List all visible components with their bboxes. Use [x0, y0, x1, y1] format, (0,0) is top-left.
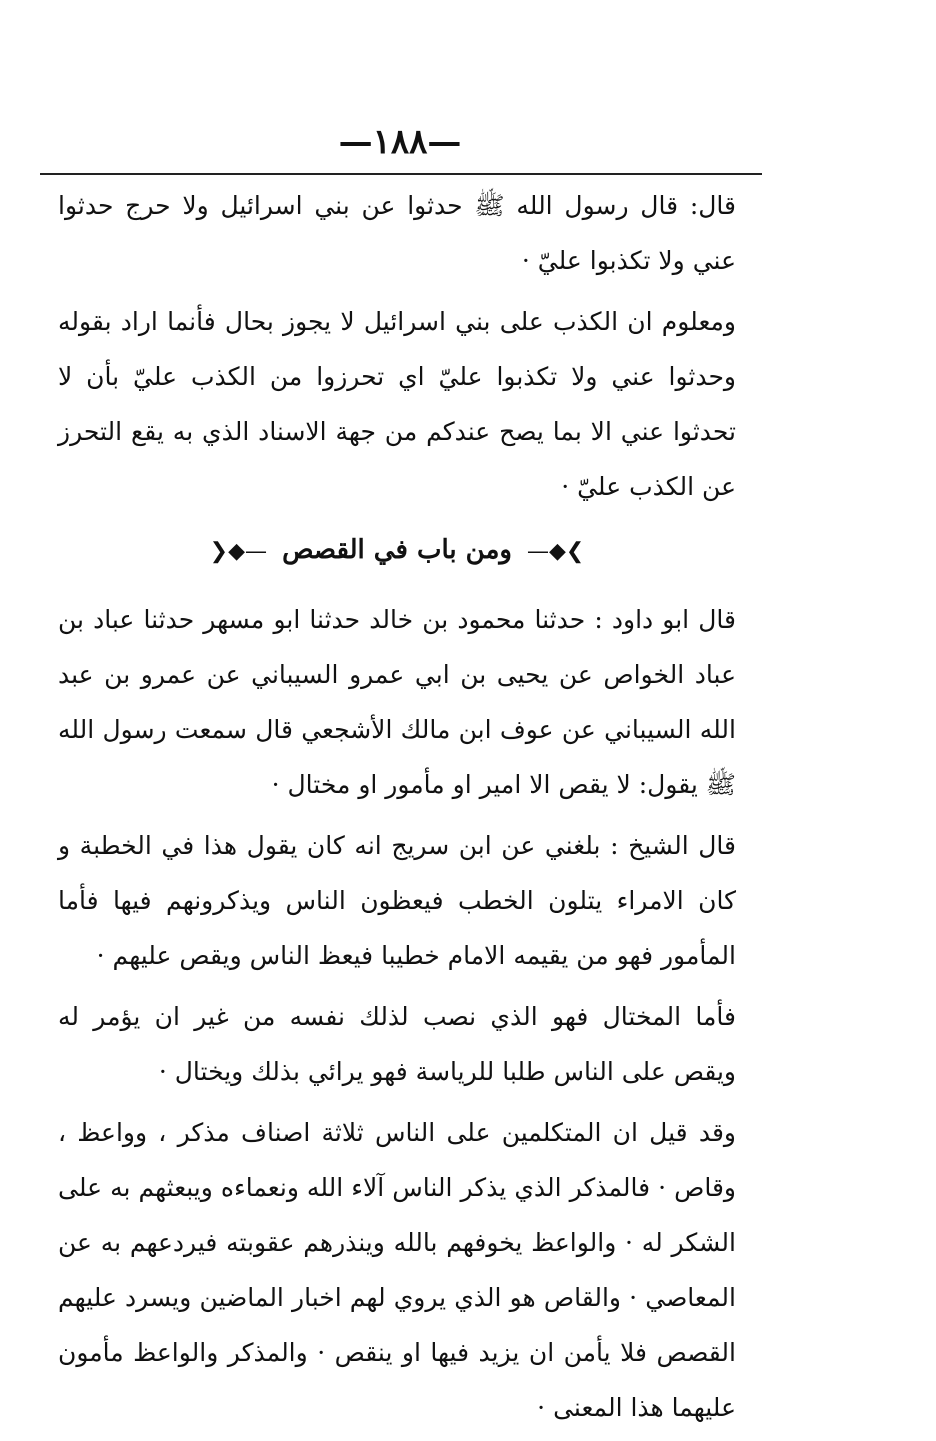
paragraph-3: قال ابو داود : حدثنا محمود بن خالد حدثنا ابو مسهر حدثنا عباد بن عباد الخواص عن يحيى بن ابي عمرو السيباني عن عمرو بن عبد الله السيباني عن عوف ابن مالك الأشجعي قال سمعت رسول الله ﷺ يقول: لا يقص الا امير او مأمور او مختال ·	[58, 605, 736, 799]
section-heading	[58, 520, 736, 582]
ornament-right: ❯◆—	[527, 539, 585, 564]
paragraph-6: وقد قيل ان المتكلمين على الناس ثلاثة اصناف مذكر ، وواعظ ، وقاص · فالمذكر الذي يذكر الناس آلاء الله ونعماءه ويبعثهم به على الشكر له · والواعظ يخوفهم بالله وينذرهم عقوبته فيردعهم به عن المعاصي · والقاص هو الذي يروي لهم اخبار الماضين ويسرد عليهم القصص فلا يأمن ان يزيد فيها او ينقص · والمذكر والواعظ مأمون عليهما هذا المعنى ·	[58, 1118, 736, 1422]
header-rule	[40, 173, 762, 175]
section-heading-text: ومن باب في القصص	[282, 535, 512, 565]
paragraph-5: فأما المختال فهو الذي نصب لذلك نفسه من غير ان يؤمر له ويقص على الناس طلبا للرياسة فهو يرائي بذلك ويختال ·	[58, 1002, 736, 1086]
paragraph-2: ومعلوم ان الكذب على بني اسرائيل لا يجوز بحال فأنما اراد بقوله وحدثوا عني ولا تكذبوا عليّ اي تحرزوا من الكذب عليّ بأن لا تحدثوا عني الا بما يصح عندكم من جهة الاسناد الذي به يقع التحرز عن الكذب عليّ ·	[58, 307, 736, 501]
paragraph-1: قال: قال رسول الله ﷺ حدثوا عن بني اسرائيل ولا حرج حدثوا عني ولا تكذبوا عليّ ·	[58, 191, 736, 275]
ornament-left: —◆❮	[209, 539, 267, 564]
page-number: —١٨٨—	[338, 122, 462, 162]
page-body	[58, 178, 736, 1441]
paragraph-4: قال الشيخ : بلغني عن ابن سريج انه كان يقول هذا في الخطبة و كان الامراء يتلون الخطب فيعظون الناس ويذكرونهم فيها فأما المأمور فهو من يقيمه الامام خطيبا فيعظ الناس ويقص عليهم ·	[58, 831, 736, 970]
